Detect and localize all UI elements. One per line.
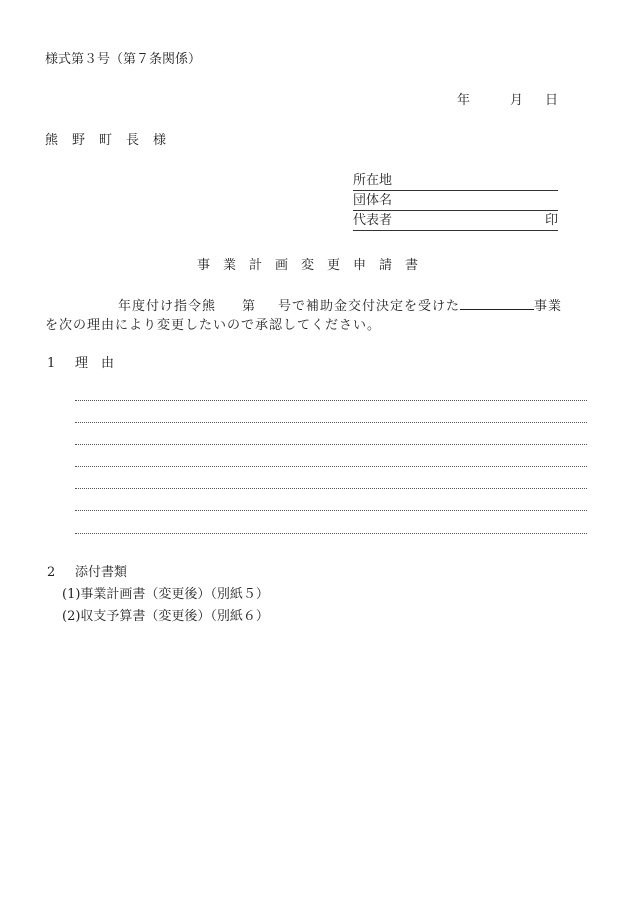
body-line-1 bbox=[118, 296, 562, 315]
body-part1: 年度付け指令熊 bbox=[118, 299, 217, 314]
addressee: 熊野町長様 bbox=[45, 133, 181, 148]
project-name-blank[interactable] bbox=[460, 296, 534, 310]
attachment-item: (1)事業計画書（変更後）（別紙５） bbox=[62, 587, 269, 602]
reason-line[interactable] bbox=[75, 466, 587, 467]
date-year: 年 bbox=[457, 93, 471, 108]
body-line-2: を次の理由により変更したいので承認してください。 bbox=[45, 318, 382, 333]
seal-mark: 印 bbox=[544, 213, 558, 228]
document-title: 事業計画変更申請書 bbox=[197, 258, 432, 273]
form-number: 様式第３号（第７条関係） bbox=[45, 52, 202, 67]
body-part2: 第 bbox=[242, 299, 257, 314]
section1-number: 1 bbox=[47, 356, 56, 371]
section1-label: 理 由 bbox=[75, 356, 115, 371]
reason-line[interactable] bbox=[75, 510, 587, 511]
group-name-field[interactable] bbox=[353, 193, 558, 211]
body-part4: 事業 bbox=[534, 299, 563, 314]
attachment-item: (2)収支予算書（変更後）（別紙６） bbox=[62, 609, 269, 624]
section2-number: 2 bbox=[47, 565, 56, 580]
reason-line[interactable] bbox=[75, 444, 587, 445]
reason-line[interactable] bbox=[75, 422, 587, 423]
section2-label: 添付書類 bbox=[75, 565, 128, 580]
date-month: 月 bbox=[510, 93, 524, 108]
reason-line[interactable] bbox=[75, 400, 587, 401]
address-label: 所在地 bbox=[353, 173, 393, 188]
address-field[interactable] bbox=[353, 173, 558, 191]
body-part3: 号で補助金交付決定を受けた bbox=[278, 299, 461, 314]
representative-field[interactable] bbox=[353, 213, 558, 231]
reason-line[interactable] bbox=[75, 488, 587, 489]
representative-label: 代表者 bbox=[353, 213, 393, 228]
date-day: 日 bbox=[545, 93, 559, 108]
group-name-label: 団体名 bbox=[353, 193, 393, 208]
reason-line[interactable] bbox=[75, 533, 587, 534]
